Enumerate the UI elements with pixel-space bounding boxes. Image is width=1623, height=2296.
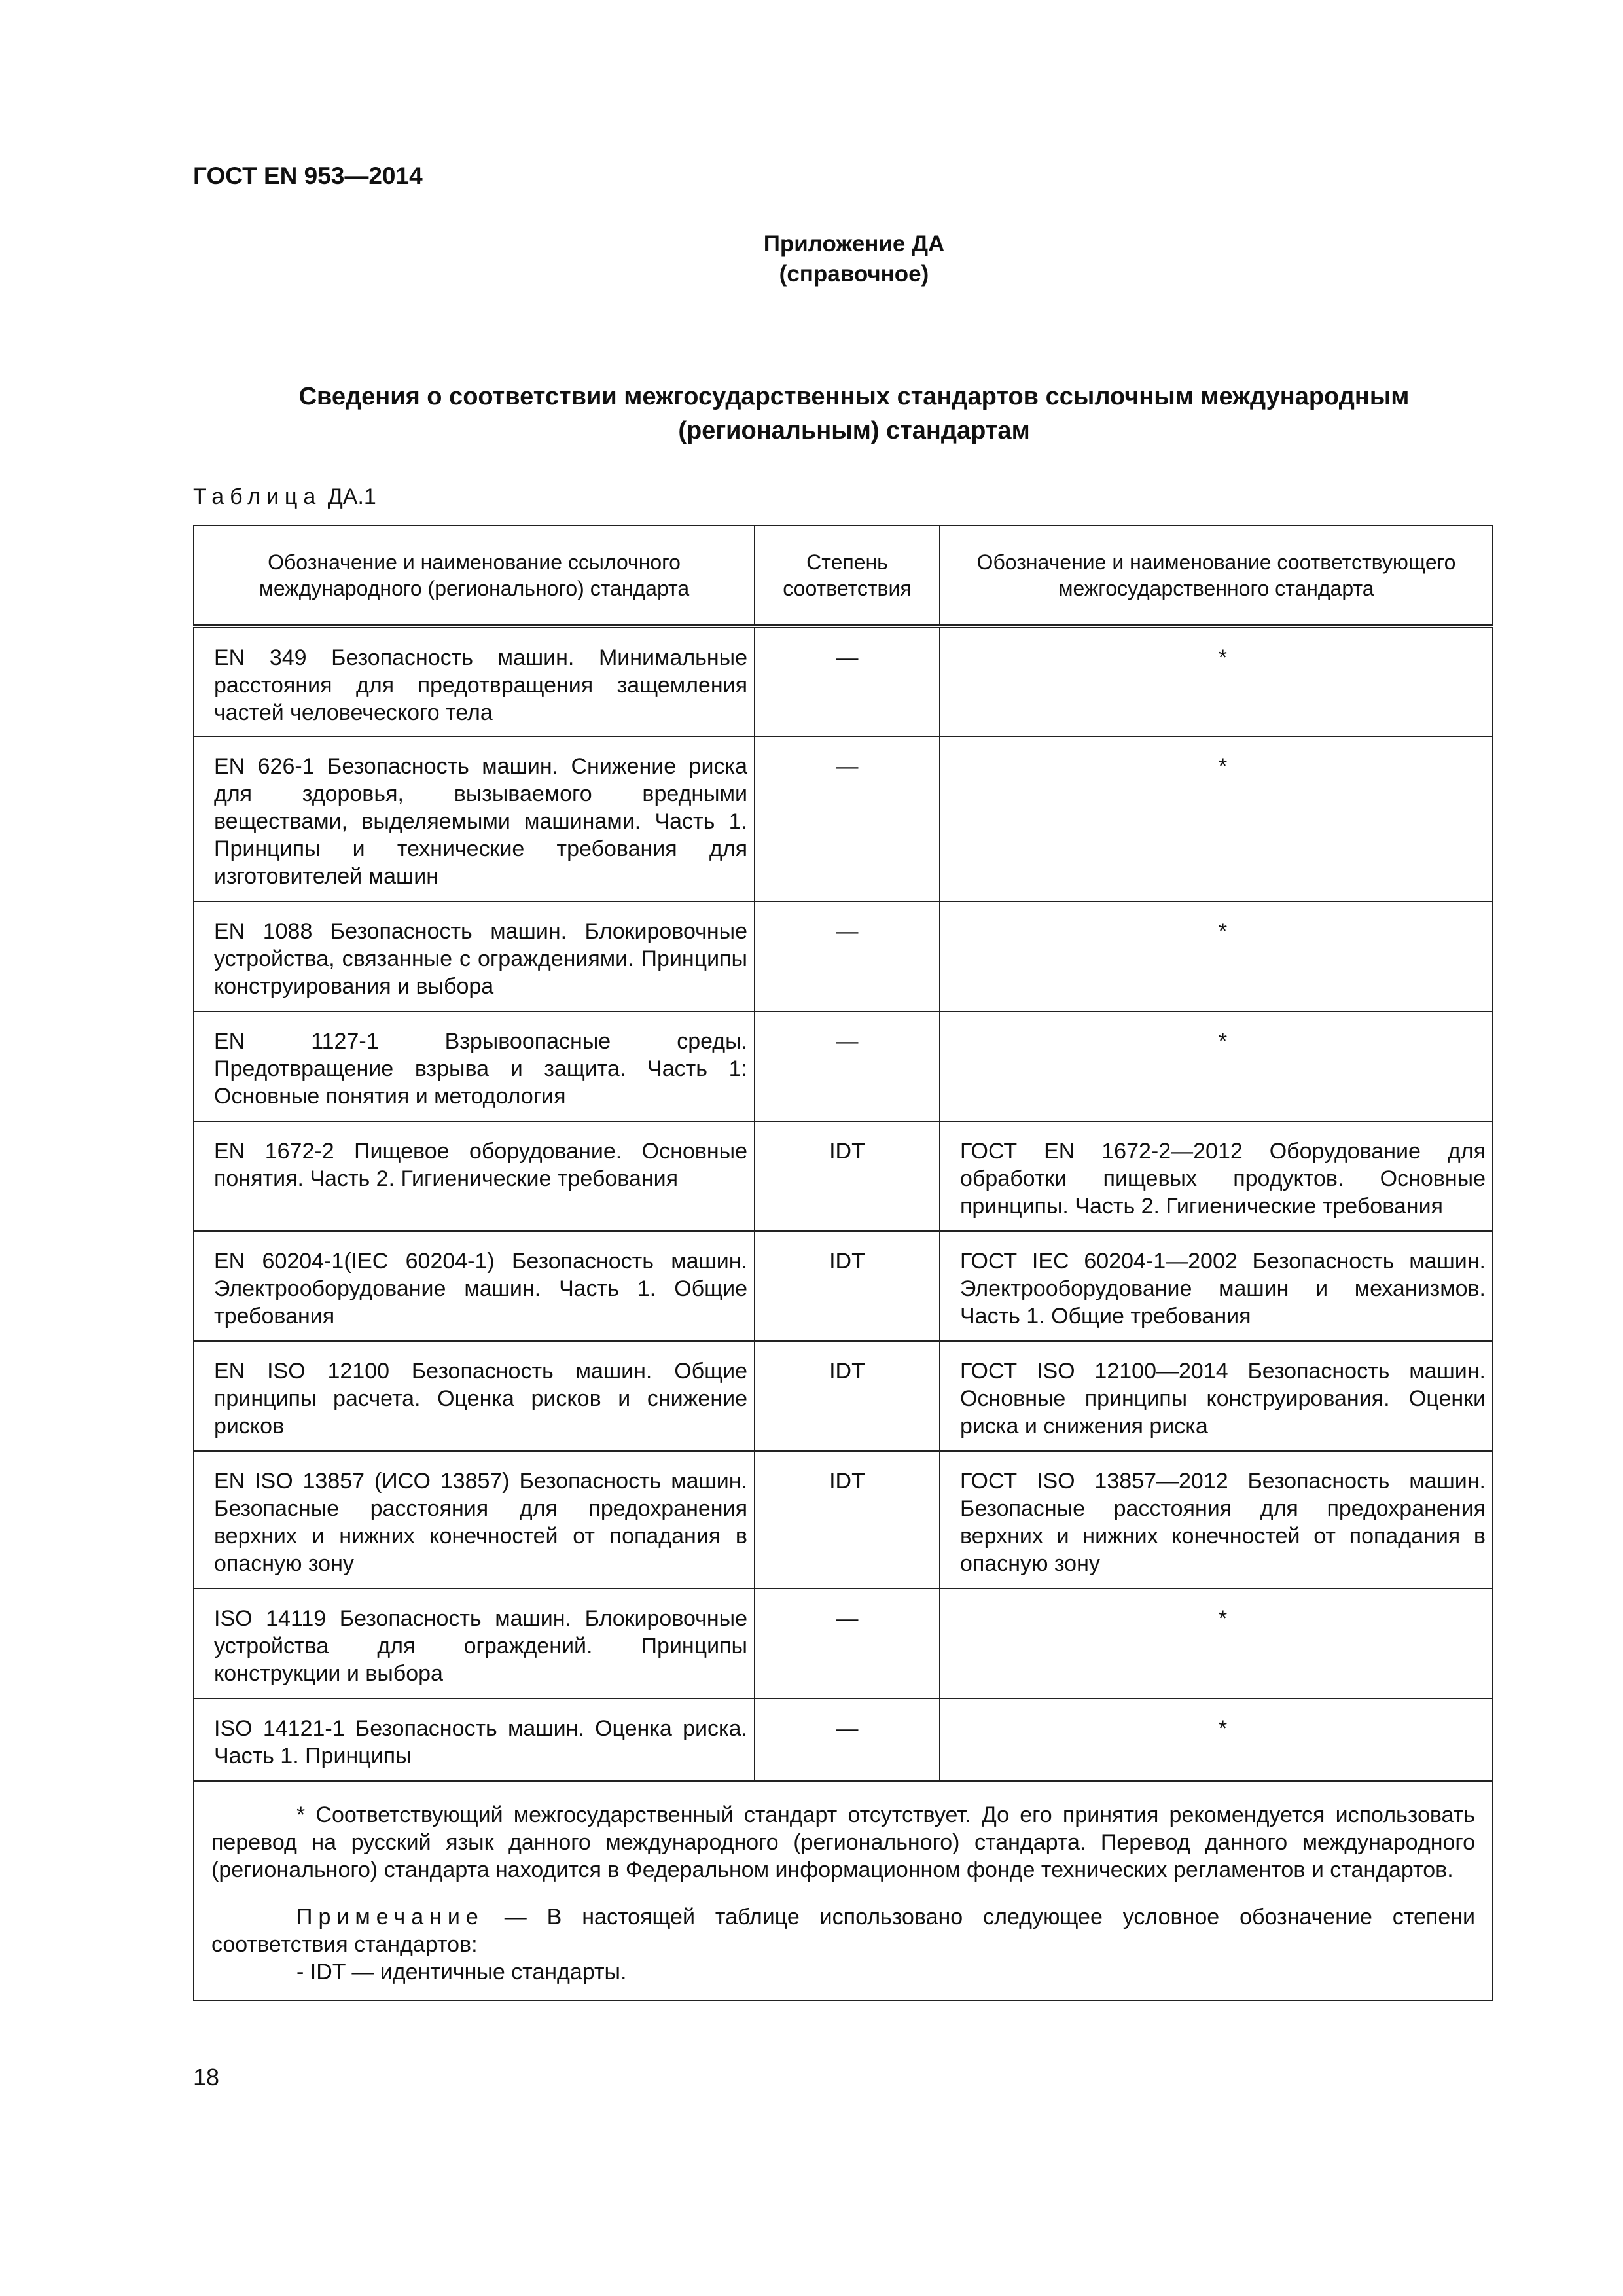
header-ref-standard: Обозначение и наименование ссылочного международного (регионального) стандарта [194,526,755,626]
degree-cell: — [755,901,940,1011]
degree-cell: — [755,1588,940,1698]
table-notes-cell [194,1781,1493,2001]
interstate-cell: * [940,626,1493,736]
interstate-cell: ГОСТ ISO 12100—2014 Безопасность машин. Основные принципы конструирования. Оценки риска и снижения риска [940,1341,1493,1451]
table-row [194,1588,1493,1698]
ref-standard-cell: ISO 14121-1 Безопасность машин. Оценка риска. Часть 1. Принципы [194,1698,755,1781]
ref-standard-cell: EN 626-1 Безопасность машин. Снижение риска для здоровья, вызываемого вредными веществами, выделяемыми машинами. Часть 1. Принципы и технические требования для изготовителей машин [194,736,755,901]
table-caption [193,484,376,510]
interstate-cell: * [940,1011,1493,1121]
degree-cell: IDT [755,1341,940,1451]
note-label: Примечание [296,1905,484,1929]
header-interstate-standard: Обозначение и наименование соответствующего межгосударственного стандарта [940,526,1493,626]
interstate-cell: ГОСТ ISO 13857—2012 Безопасность машин. Безопасные расстояния для предохранения верхних и нижних конечностей от попадания в опасную зону [940,1451,1493,1588]
appendix-type: (справочное) [779,261,929,287]
page-number: 18 [193,2064,220,2090]
appendix-block [0,229,1623,289]
table-header-row [194,526,1493,626]
table-row [194,736,1493,901]
degree-cell: IDT [755,1121,940,1231]
table-row [194,1121,1493,1231]
note [211,1903,1475,1958]
interstate-cell: ГОСТ IEC 60204-1—2002 Безопасность машин. Электрооборудование машин и механизмов. Часть 1. Общие требования [940,1231,1493,1341]
interstate-cell: * [940,1698,1493,1781]
interstate-cell: ГОСТ EN 1672-2—2012 Оборудование для обработки пищевых продуктов. Основные принципы. Часть 2. Гигиенические требования [940,1121,1493,1231]
footnote: * Соответствующий межгосударственный стандарт отсутствует. До его принятия рекомендуется использовать перевод на русский язык данного международного (регионального) стандарта. Перевод данного международного (регионального) стандарта находится в Федеральном информационном фонде технических регламентов и стандартов. [211,1803,1475,1882]
heading-line-2: (региональным) стандартам [678,417,1030,444]
interstate-cell: * [940,901,1493,1011]
degree-cell: IDT [755,1231,940,1341]
ref-standard-cell: EN 1088 Безопасность машин. Блокировочные устройства, связанные с ограждениями. Принципы конструирования и выбора [194,901,755,1011]
note-item: - IDT — идентичные стандарты. [296,1960,627,1984]
degree-cell: — [755,1698,940,1781]
ref-standard-cell: ISO 14119 Безопасность машин. Блокировочные устройства для ограждений. Принципы конструкции и выбора [194,1588,755,1698]
ref-standard-cell: EN ISO 13857 (ИСО 13857) Безопасность машин. Безопасные расстояния для предохранения верхних и нижних конечностей от попадания в опасную зону [194,1451,755,1588]
note-text: — В настоящей таблице использовано следующее условное обозначение степени соответствия стандартов: [211,1905,1475,1957]
table-row [194,626,1493,736]
table-row [194,1231,1493,1341]
ref-standard-cell: EN 1127-1 Взрывоопасные среды. Предотвращение взрыва и защита. Часть 1: Основные понятия и методология [194,1011,755,1121]
ref-standard-cell: EN 60204-1(IEC 60204-1) Безопасность машин. Электрооборудование машин. Часть 1. Общие требования [194,1231,755,1341]
table-row [194,1341,1493,1451]
degree-cell: — [755,736,940,901]
table-row [194,1451,1493,1588]
table-row [194,1698,1493,1781]
header-degree: Степень соответствия [755,526,940,626]
appendix-title: Приложение ДА [763,231,945,257]
document-id: ГОСТ EN 953—2014 [193,162,423,189]
heading-line-1: Сведения о соответствии межгосударственных стандартов ссылочным международным [298,383,1410,410]
table-notes-row [194,1781,1493,2001]
ref-standard-cell: EN 1672-2 Пищевое оборудование. Основные понятия. Часть 2. Гигиенические требования [194,1121,755,1231]
degree-cell: — [755,626,940,736]
table-caption-number: ДА.1 [327,484,376,509]
table-caption-word: Таблица [193,484,322,509]
table-row [194,1011,1493,1121]
ref-standard-cell: EN ISO 12100 Безопасность машин. Общие принципы расчета. Оценка рисков и снижение рисков [194,1341,755,1451]
section-heading [190,380,1518,448]
degree-cell: IDT [755,1451,940,1588]
standards-table [193,525,1493,2001]
ref-standard-cell: EN 349 Безопасность машин. Минимальные расстояния для предотвращения защемления частей человеческого тела [194,626,755,736]
interstate-cell: * [940,1588,1493,1698]
degree-cell: — [755,1011,940,1121]
table-row [194,901,1493,1011]
interstate-cell: * [940,736,1493,901]
